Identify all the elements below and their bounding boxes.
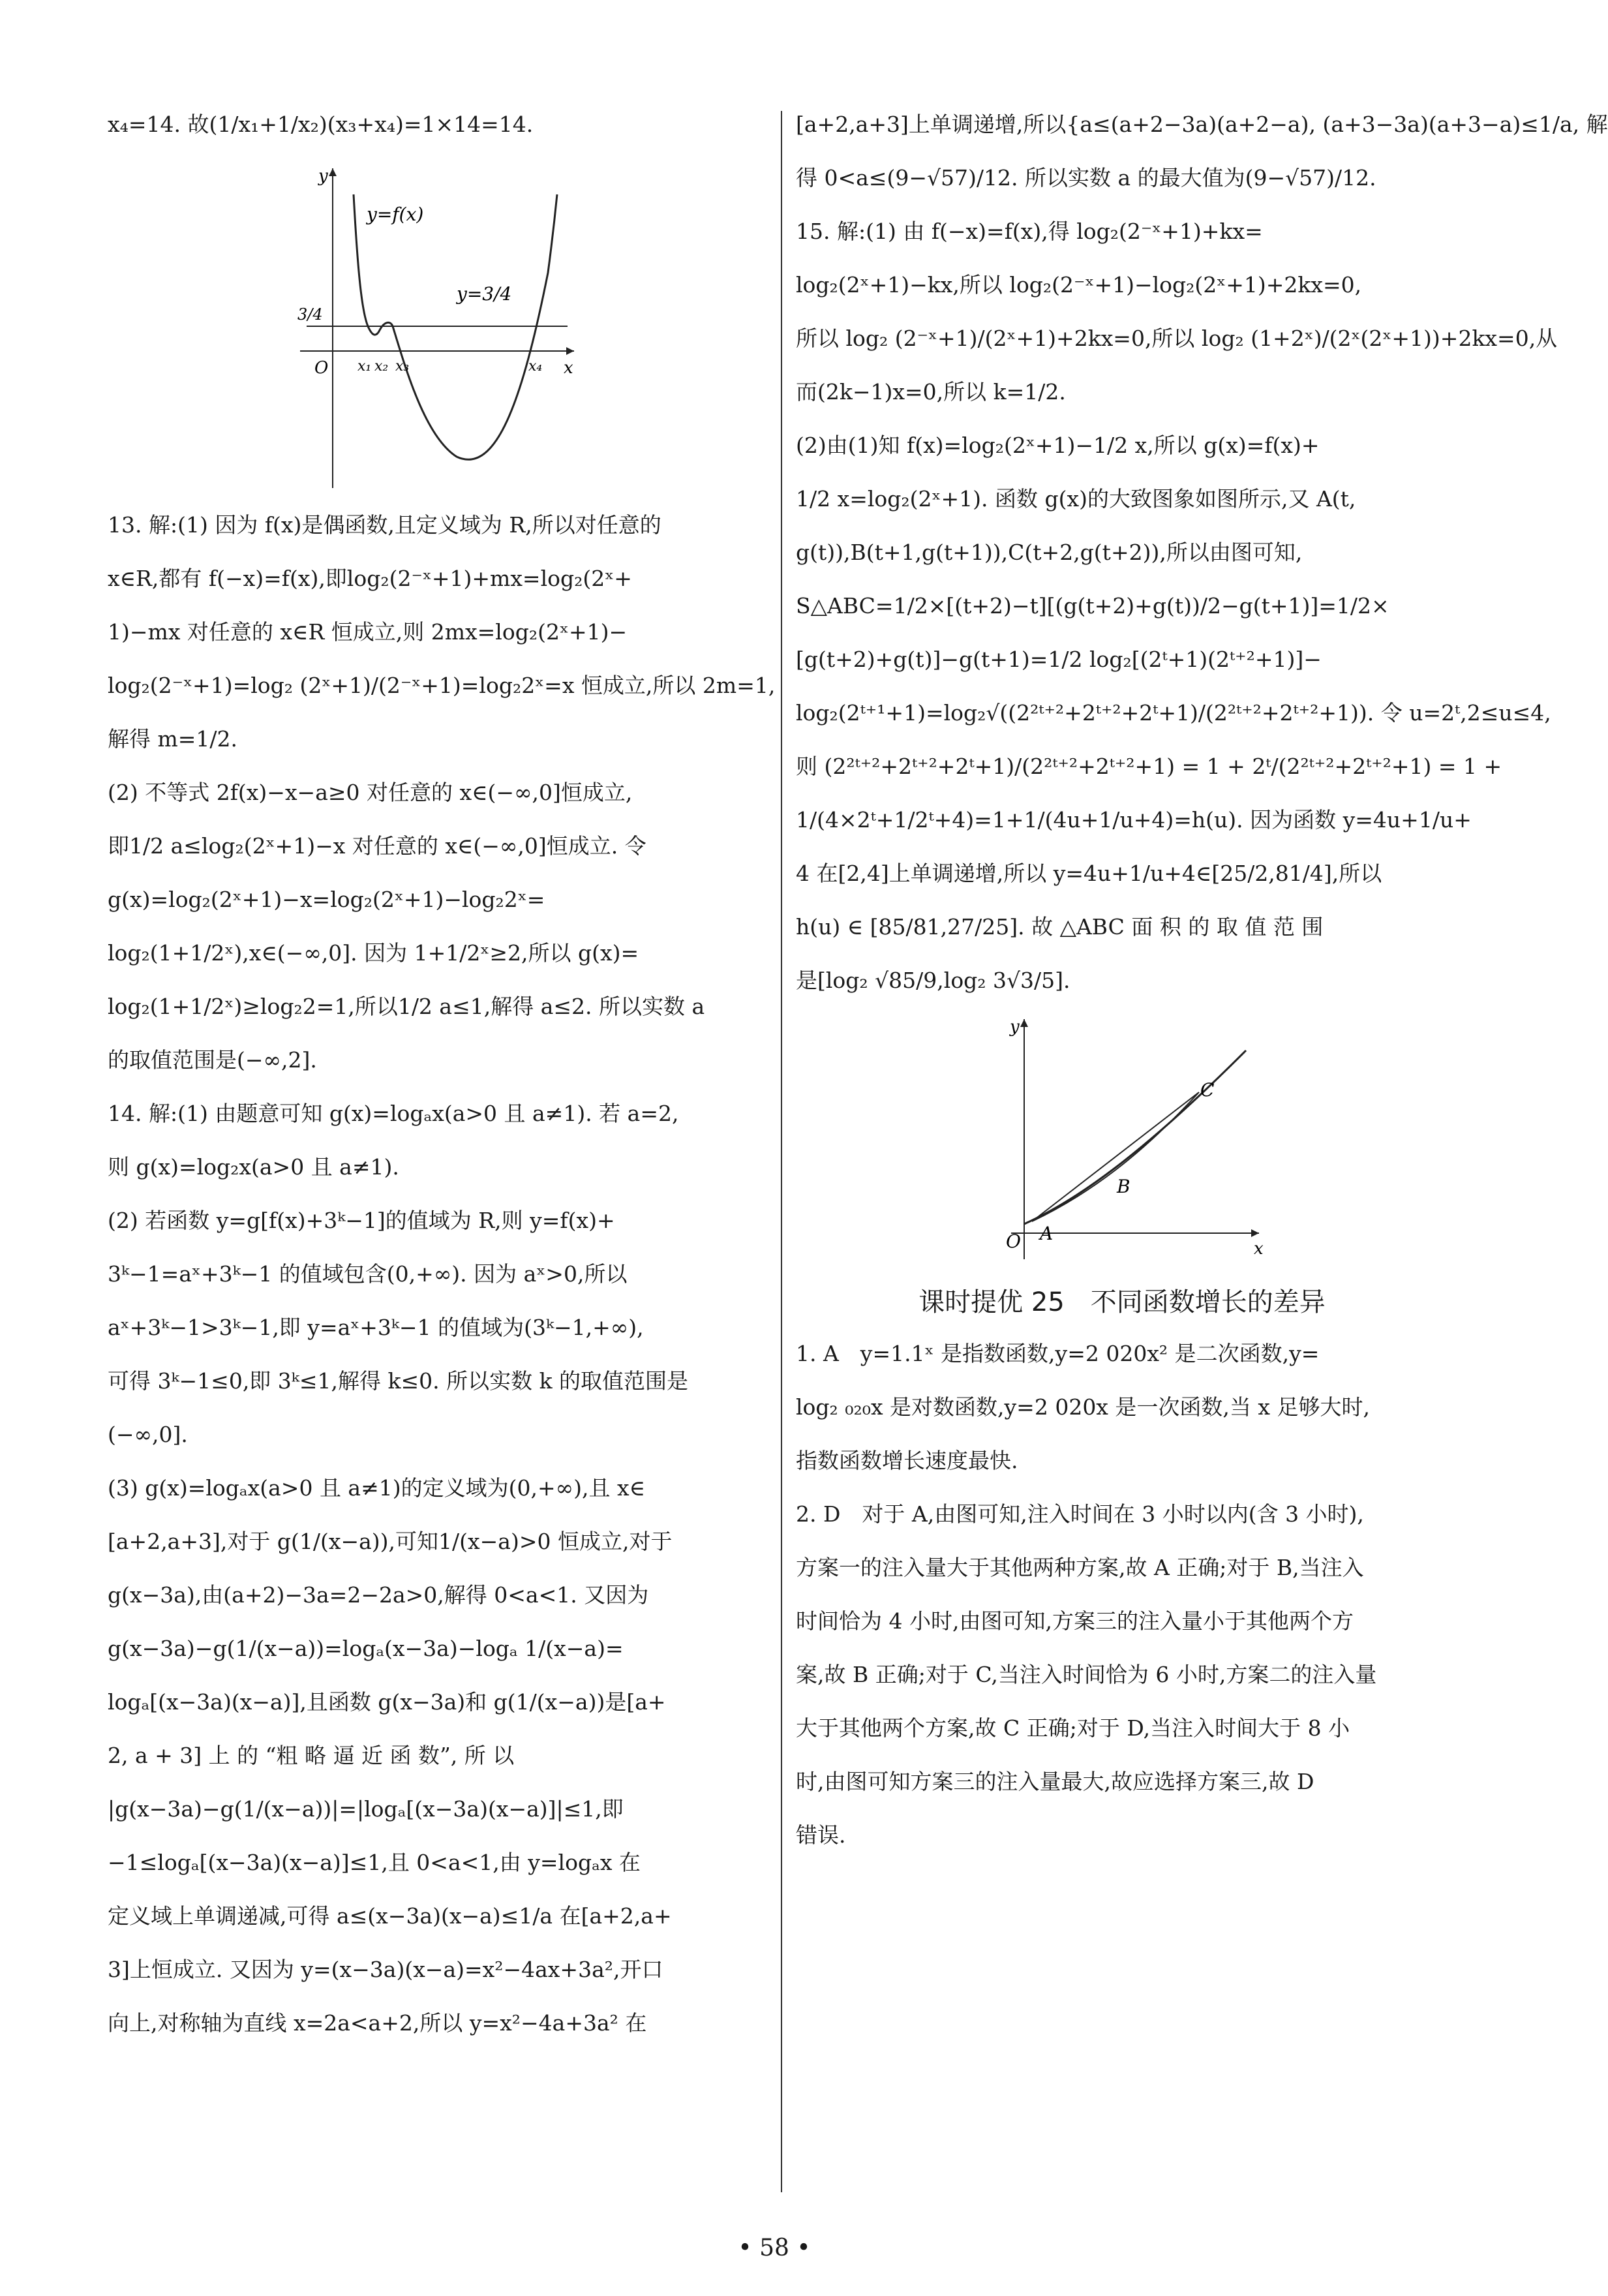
q14-line: 则 g(x)=log₂x(a>0 且 a≠1). xyxy=(108,1154,399,1180)
page-number: • 58 • xyxy=(738,2235,811,2261)
right-column xyxy=(796,98,1608,1862)
graph1-ytick-label: 3/4 xyxy=(297,305,323,324)
q14-line: |g(x−3a)−g(1/(x−a))|=|logₐ[(x−3a)(x−a)]|≤1,即 xyxy=(108,1796,624,1822)
graph-f-x xyxy=(294,155,581,495)
q15-line: 所以 log₂ (2⁻ˣ+1)/(2ˣ+1)+2kx=0,所以 log₂ (1+2ˣ)/(2ˣ(2ˣ+1))+2kx=0,从 xyxy=(796,326,1558,351)
q13-line: 的取值范围是(−∞,2]. xyxy=(108,1047,317,1073)
graph1-root-x3: x₃ xyxy=(395,358,410,375)
q15-line: [g(t+2)+g(t)]−g(t+1)=1/2 log₂[(2ᵗ+1)(2ᵗ⁺²+1)]− xyxy=(796,647,1322,672)
q1-line: 1. A y=1.1ˣ 是指数函数,y=2 020x² 是二次函数,y= xyxy=(796,1341,1320,1366)
q13-line: 即1/2 a≤log₂(2ˣ+1)−x 对任意的 x∈(−∞,0]恒成立. 令 xyxy=(108,833,646,859)
q1-line: 指数函数增长速度最快. xyxy=(796,1448,1018,1473)
q2-line: 错误. xyxy=(796,1822,846,1848)
q15-line: h(u) ∈ [85/81,27/25]. 故 △ABC 面 积 的 取 值 范 围 xyxy=(796,914,1324,940)
graph1-y-arrow-icon xyxy=(329,168,337,176)
q1-line: log₂ ₀₂₀x 是对数函数,y=2 020x 是一次函数,当 x 足够大时, xyxy=(796,1394,1370,1420)
question-14-continued xyxy=(796,98,1608,205)
q2-line: 2. D 对于 A,由图可知,注入时间在 3 小时以内(含 3 小时), xyxy=(796,1501,1364,1527)
section-title: 课时提优 25 不同函数增长的差异 xyxy=(918,1287,1326,1317)
question-1 xyxy=(796,1327,1448,1488)
q13-line: (2) 不等式 2f(x)−x−a≥0 对任意的 x∈(−∞,0]恒成立, xyxy=(108,780,633,805)
q15-line: 4 在[2,4]上单调递增,所以 y=4u+1/u+4∈[25/2,81/4],所以 xyxy=(796,861,1382,886)
left-column xyxy=(108,98,776,2050)
q14-line: 3]上恒成立. 又因为 y=(x−3a)(x−a)=x²−4ax+3a²,开口 xyxy=(108,1957,663,1982)
question-15 xyxy=(796,205,1558,1007)
graph2-y-label: y xyxy=(1010,1017,1020,1037)
q12-result-line: x₄=14. 故(1/x₁+1/x₂)(x₃+x₄)=1×14=14. xyxy=(108,112,534,137)
q15-line: log₂(2ˣ+1)−kx,所以 log₂(2⁻ˣ+1)−log₂(2ˣ+1)+2kx=0, xyxy=(796,272,1362,298)
q13-line: x∈R,都有 f(−x)=f(x),即log₂(2⁻ˣ+1)+mx=log₂(2ˣ+ xyxy=(108,566,632,591)
q14-line: logₐ[(x−3a)(x−a)],且函数 g(x−3a)和 g(1/(x−a))是[a+ xyxy=(108,1689,666,1715)
q14-line: −1≤logₐ[(x−3a)(x−a)]≤1,且 0<a<1,由 y=logₐx 在 xyxy=(108,1850,641,1875)
q14-cont-line: 得 0<a≤(9−√57)/12. 所以实数 a 的最大值为(9−√57)/12. xyxy=(796,165,1376,191)
graph2-point-c-label: C xyxy=(1200,1079,1215,1101)
q13-line: log₂(2⁻ˣ+1)=log₂ (2ˣ+1)/(2⁻ˣ+1)=log₂2ˣ=x 恒成立,所以 2m=1, xyxy=(108,673,776,698)
graph2-origin-label: O xyxy=(1006,1231,1021,1252)
q13-line: 解得 m=1/2. xyxy=(108,726,238,752)
q2-line: 案,故 B 正确;对于 C,当注入时间恰为 6 小时,方案二的注入量 xyxy=(796,1662,1377,1687)
q15-line: 1/(4×2ᵗ+1/2ᵗ+4)=1+1/(4u+1/u+4)=h(u). 因为函数 y=4u+1/u+ xyxy=(796,807,1472,833)
q14-line: 可得 3ᵏ−1≤0,即 3ᵏ≤1,解得 k≤0. 所以实数 k 的取值范围是 xyxy=(108,1368,689,1394)
q13-line: 1)−mx 对任意的 x∈R 恒成立,则 2mx=log₂(2ˣ+1)− xyxy=(108,619,628,645)
q15-line: 1/2 x=log₂(2ˣ+1). 函数 g(x)的大致图象如图所示,又 A(t, xyxy=(796,486,1356,512)
q15-line: 是[log₂ √85/9,log₂ 3√3/5]. xyxy=(796,968,1070,993)
q13-line: log₂(1+1/2ˣ),x∈(−∞,0]. 因为 1+1/2ˣ≥2,所以 g(x)= xyxy=(108,940,639,966)
q14-line: 向上,对称轴为直线 x=2a<a+2,所以 y=x²−4a+3a² 在 xyxy=(108,2010,647,2036)
q15-line: log₂(2ᵗ⁺¹+1)=log₂√((2²ᵗ⁺²+2ᵗ⁺²+2ᵗ+1)/(2²ᵗ⁺²+2ᵗ⁺²+1)). 令 u=2ᵗ,2≤u≤4, xyxy=(796,700,1551,726)
q15-line: 则 (2²ᵗ⁺²+2ᵗ⁺²+2ᵗ+1)/(2²ᵗ⁺²+2ᵗ⁺²+1) = 1 + 2ᵗ/(2²ᵗ⁺²+2ᵗ⁺²+1) = 1 + xyxy=(796,754,1502,779)
q14-line: 2, a + 3] 上 的 “粗 略 逼 近 函 数”, 所 以 xyxy=(108,1743,515,1768)
graph1-hline-label: y=3/4 xyxy=(457,283,512,305)
q2-line: 时间恰为 4 小时,由图可知,方案三的注入量小于其他两个方 xyxy=(796,1608,1354,1634)
q14-line: (−∞,0]. xyxy=(108,1422,188,1447)
q14-line: g(x−3a),由(a+2)−3a=2−2a>0,解得 0<a<1. 又因为 xyxy=(108,1582,649,1608)
question-14 xyxy=(108,1087,766,2050)
q13-line: 13. 解:(1) 因为 f(x)是偶函数,且定义域为 R,所以对任意的 xyxy=(108,512,661,538)
q14-cont-line: [a+2,a+3]上单调递增,所以{a≤(a+2−3a)(a+2−a), (a+3−3a)(a+3−a)≤1/a, 解 xyxy=(796,112,1608,137)
q14-line: 14. 解:(1) 由题意可知 g(x)=logₐx(a>0 且 a≠1). 若 a=2, xyxy=(108,1101,679,1126)
q14-line: [a+2,a+3],对于 g(1/(x−a)),可知1/(x−a)>0 恒成立,对于 xyxy=(108,1529,673,1554)
graph-g-x xyxy=(972,1011,1272,1272)
graph2-x-arrow-icon xyxy=(1251,1229,1259,1237)
graph1-x-label: x xyxy=(564,358,573,378)
q15-line: S△ABC=1/2×[(t+2)−t][(g(t+2)+g(t))/2−g(t+1)]=1/2× xyxy=(796,593,1389,619)
q14-line: 3ᵏ−1=aˣ+3ᵏ−1 的值域包含(0,+∞). 因为 aˣ>0,所以 xyxy=(108,1261,628,1287)
q15-line: g(t)),B(t+1,g(t+1)),C(t+2,g(t+2)),所以由图可知, xyxy=(796,540,1303,565)
q2-line: 大于其他两个方案,故 C 正确;对于 D,当注入时间大于 8 小 xyxy=(796,1715,1350,1741)
graph2-point-b-label: B xyxy=(1117,1176,1130,1197)
q2-line: 时,由图可知方案三的注入量最大,故应选择方案三,故 D xyxy=(796,1769,1314,1794)
q13-line: log₂(1+1/2ˣ)≥log₂2=1,所以1/2 a≤1,解得 a≤2. 所以实数 a xyxy=(108,994,705,1019)
q14-line: (2) 若函数 y=g[f(x)+3ᵏ−1]的值域为 R,则 y=f(x)+ xyxy=(108,1208,615,1233)
graph1-y-label: y xyxy=(318,166,328,186)
q14-line: g(x−3a)−g(1/(x−a))=logₐ(x−3a)−logₐ 1/(x−a)= xyxy=(108,1636,624,1661)
graph1-x-arrow-icon xyxy=(566,347,574,355)
graph2-x-label: x xyxy=(1254,1239,1264,1259)
graph2-chord-ac xyxy=(1032,1092,1199,1221)
graph1-origin-label: O xyxy=(314,358,329,378)
column-divider xyxy=(781,111,782,2192)
q15-line: (2)由(1)知 f(x)=log₂(2ˣ+1)−1/2 x,所以 g(x)=f(x)+ xyxy=(796,433,1320,458)
graph2-point-a-label: A xyxy=(1040,1223,1054,1244)
graph1-curve xyxy=(354,194,557,459)
q14-line: 定义域上单调递减,可得 a≤(x−3a)(x−a)≤1/a 在[a+2,a+ xyxy=(108,1903,672,1929)
graph1-curve-label: y=f(x) xyxy=(367,204,424,225)
q14-line: aˣ+3ᵏ−1>3ᵏ−1,即 y=aˣ+3ᵏ−1 的值域为(3ᵏ−1,+∞), xyxy=(108,1315,644,1340)
question-2 xyxy=(796,1488,1448,1862)
q2-line: 方案一的注入量大于其他两种方案,故 A 正确;对于 B,当注入 xyxy=(796,1555,1364,1580)
graph1-root-x4: x₄ xyxy=(528,358,543,375)
q13-line: g(x)=log₂(2ˣ+1)−x=log₂(2ˣ+1)−log₂2ˣ= xyxy=(108,887,545,912)
q15-line: 而(2k−1)x=0,所以 k=1/2. xyxy=(796,379,1066,405)
graph1-root-x1: x₁ xyxy=(357,358,372,375)
graph2-curve xyxy=(1024,1050,1246,1224)
graph2-y-arrow-icon xyxy=(1020,1019,1028,1027)
q15-line: 15. 解:(1) 由 f(−x)=f(x),得 log₂(2⁻ˣ+1)+kx= xyxy=(796,219,1263,244)
question-13 xyxy=(108,498,776,1087)
graph1-root-x2: x₂ xyxy=(374,358,389,375)
q14-line: (3) g(x)=logₐx(a>0 且 a≠1)的定义域为(0,+∞),且 x∈ xyxy=(108,1475,646,1501)
